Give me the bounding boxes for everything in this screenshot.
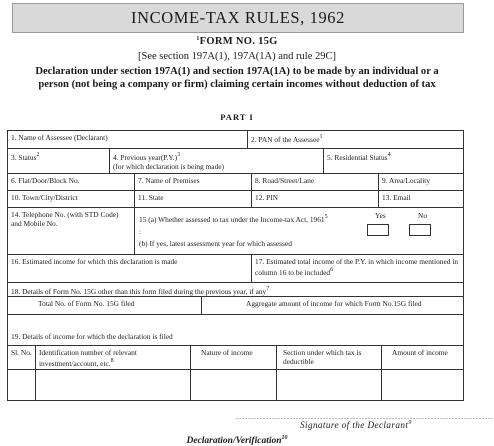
- telephone-field[interactable]: 14. Telephone No. (with STD Code) and Mobile No.: [7, 207, 134, 254]
- residential-status-field[interactable]: 5. Residential Status$^4$: [323, 148, 464, 173]
- form15g-details-heading: 18. Details of Form No. 15G other than this form filed during the previous year, if any$^7$: [7, 282, 464, 296]
- yes-label: Yes: [375, 211, 386, 220]
- col-amount: Amount of income: [381, 345, 464, 369]
- state-field[interactable]: 11. State: [134, 190, 251, 207]
- declaration-verification-heading: Declaration/Verification$^{10}$: [186, 435, 288, 446]
- form-reference: [See section 197A(1), 197A(1A) and rule 29C]: [138, 51, 336, 62]
- no-label: No: [418, 211, 428, 220]
- pin-field[interactable]: 12. PIN: [251, 190, 378, 207]
- pan-field[interactable]: 2. PAN of the Assessee$^1$: [247, 130, 464, 148]
- table-cell[interactable]: [35, 369, 190, 400]
- status-field[interactable]: 3. Status$^2$: [7, 148, 109, 173]
- previous-year-field[interactable]: 4. Previous $year(P.Y.)^3$ (for which declaration is being made): [109, 148, 323, 173]
- signature-line: ......................................................................................: [236, 412, 494, 421]
- table-row[interactable]: [7, 369, 35, 400]
- income-details-heading: 19. Details of income for which the declaration is filed: [7, 314, 464, 345]
- declaration-title: Declaration under section 197A(1) and section 197A(1A) to be made by an individual or a person (not being a company or firm) claiming certain incomes without deduction of tax: [35, 66, 439, 90]
- assessed-to-tax-field: 15 (a) Whether assessed to tax under the Income-tax Act, 1961$^5$ : (b) If yes, latest assessment year for which assessed Yes No: [134, 207, 464, 254]
- yes-checkbox[interactable]: [367, 224, 389, 236]
- table-cell[interactable]: [276, 369, 381, 400]
- estimated-total-income-field[interactable]: 17. Estimated total income of the P.Y. in which income mentioned in column 16 to be included$^6$: [251, 254, 464, 282]
- estimated-income-field[interactable]: 16. Estimated income for which this declaration is made: [7, 254, 251, 282]
- page-header: INCOME-TAX RULES, 1962: [12, 3, 464, 33]
- form-number: $^1$FORM NO. 15G: [196, 36, 278, 47]
- name-field[interactable]: 1. Name of Assessee (Declarant): [7, 130, 247, 148]
- signature-label: Signature of the Declarant$^9$: [300, 420, 412, 430]
- col-identification-number: Identification number of relevant investment/account, etc.$^8$: [35, 345, 190, 369]
- table-cell[interactable]: [381, 369, 464, 400]
- col-nature-of-income: Nature of income: [190, 345, 276, 369]
- aggregate-income-field[interactable]: Aggregate amount of income for which Form No.15G filed: [201, 296, 464, 314]
- table-bottom-border: [7, 400, 464, 401]
- total-forms-filed-field[interactable]: Total No. of Form No. 15G filed: [7, 296, 201, 314]
- part-heading: PART I: [220, 112, 254, 122]
- area-field[interactable]: 9. Area/Locality: [378, 173, 464, 190]
- col-section: Section under which tax is deductible: [276, 345, 381, 369]
- table-cell[interactable]: [190, 369, 276, 400]
- town-field[interactable]: 10. Town/City/District: [7, 190, 134, 207]
- flat-door-field[interactable]: 6. Flat/Door/Block No.: [7, 173, 134, 190]
- col-sl-no: Sl. No.: [7, 345, 35, 369]
- no-checkbox[interactable]: [409, 224, 431, 236]
- premises-field[interactable]: 7. Name of Premises: [134, 173, 251, 190]
- email-field[interactable]: 13. Email: [378, 190, 464, 207]
- road-field[interactable]: 8. Road/Street/Lane: [251, 173, 378, 190]
